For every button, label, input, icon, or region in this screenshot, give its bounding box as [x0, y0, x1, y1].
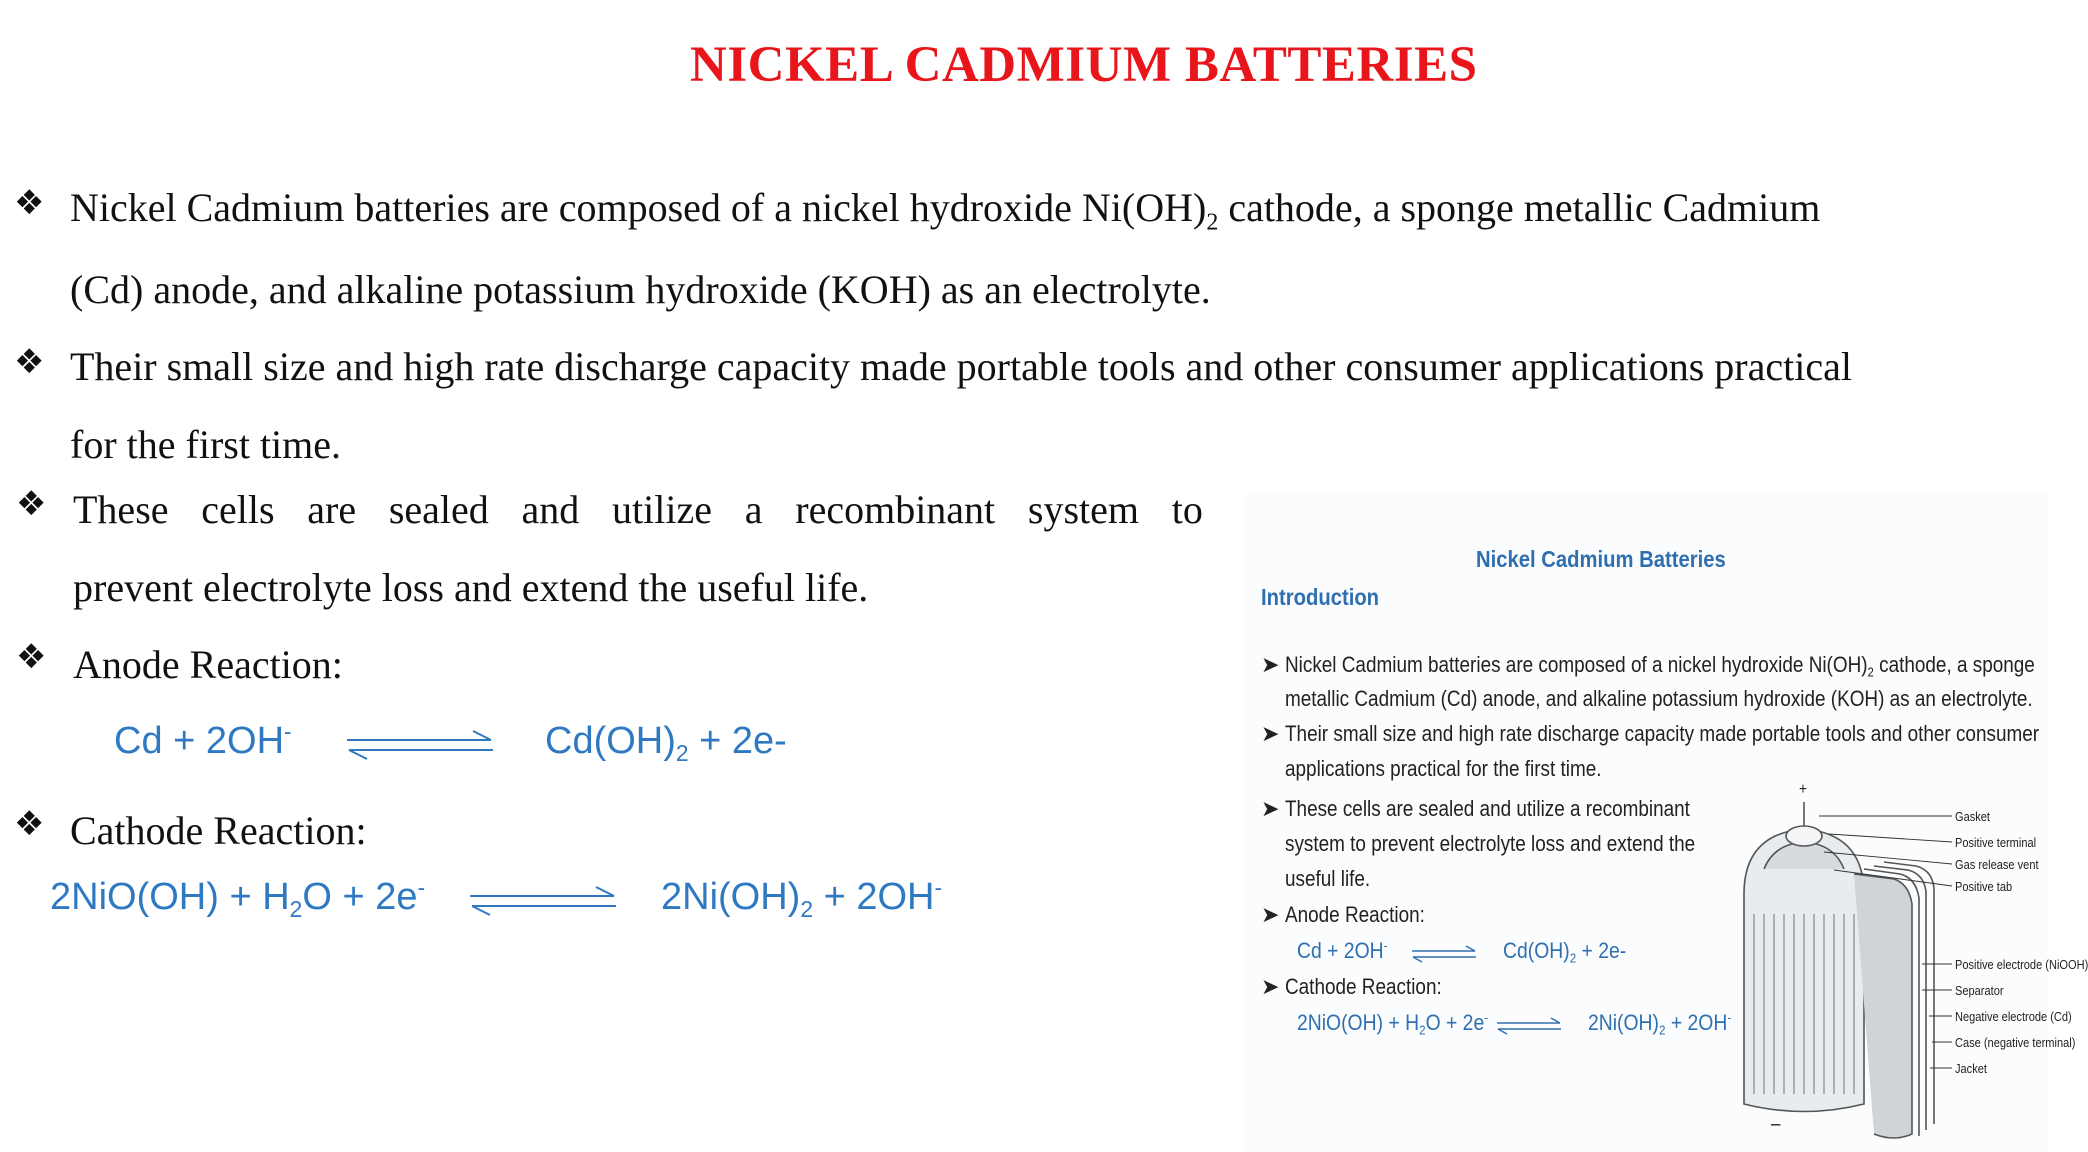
diagram-label-negative-electrode: Negative electrode (Cd): [1955, 1009, 2072, 1024]
text: Nickel Cadmium batteries are composed of a nickel hydroxide Ni(OH): [1285, 652, 1868, 677]
subscript: 2: [1206, 209, 1219, 236]
bullet-diamond-icon: ❖: [16, 637, 47, 677]
bullet-diamond-icon: ❖: [16, 484, 47, 524]
text: cathode, a sponge: [1873, 652, 2035, 677]
text: 2NiO(OH) + H: [50, 876, 290, 918]
equilibrium-arrow-icon: [345, 728, 495, 762]
word: recombinant: [795, 487, 996, 532]
word: to: [1171, 487, 1203, 532]
inset-slide-image: [1244, 494, 2088, 1152]
inset-line-4: applications practical for the first time.: [1285, 756, 1602, 781]
inset-cathode-right: [1588, 1010, 1732, 1038]
bullet-2-line-1: Their small size and high rate discharge capacity made portable tools and other consumer applications practical: [70, 344, 1852, 389]
bullet-diamond-icon: ❖: [14, 183, 45, 223]
superscript: -: [934, 874, 943, 901]
bullet-5-cathode-label: Cathode Reaction:: [70, 808, 367, 853]
word: utilize: [612, 487, 713, 532]
word: are: [307, 487, 357, 532]
chevron-right-icon: ➤: [1261, 652, 1280, 677]
subscript: 2: [800, 895, 814, 922]
superscript: -: [284, 718, 292, 745]
bullet-1-line-2: (Cd) anode, and alkaline potassium hydroxide (KOH) as an electrolyte.: [70, 267, 1211, 312]
bullet-4-anode-label: Anode Reaction:: [73, 642, 343, 687]
inset-anode-left: [1297, 940, 1388, 962]
subscript: 2: [1658, 1022, 1666, 1038]
cathode-reaction-left: [50, 874, 426, 922]
diagram-label-positive-electrode: Positive electrode (NiOOH): [1955, 957, 2088, 972]
text: Cd + 2OH: [1297, 938, 1384, 963]
diagram-label-case: Case (negative terminal): [1955, 1035, 2076, 1050]
inset-line-6: system to prevent electrolyte loss and extend the: [1285, 831, 1696, 856]
equilibrium-arrow-icon: [1496, 1016, 1562, 1036]
text: + 2e-: [688, 720, 787, 762]
chevron-right-icon: ➤: [1261, 796, 1280, 821]
inset-title: Nickel Cadmium Batteries: [1476, 546, 1726, 572]
word: and: [521, 487, 580, 532]
bullet-diamond-icon: ❖: [14, 804, 45, 844]
diagram-label-plus: +: [1799, 781, 1807, 798]
diagram-label-positive-tab: Positive tab: [1955, 879, 2013, 894]
diagram-label-positive-terminal: Positive terminal: [1955, 835, 2037, 850]
text: 2Ni(OH): [661, 876, 801, 918]
subscript: 2: [1419, 1022, 1426, 1038]
word: a: [744, 487, 763, 532]
inset-line-1: [1285, 652, 2035, 680]
inset-heading: Introduction: [1261, 584, 1380, 610]
equilibrium-arrow-icon: [468, 884, 618, 918]
page-title: NICKEL CADMIUM BATTERIES: [690, 37, 1478, 93]
text: Cd(OH): [1503, 938, 1570, 963]
text: O + 2e: [302, 876, 418, 918]
subscript: 2: [289, 895, 303, 922]
superscript: -: [1484, 1010, 1489, 1026]
inset-line-8: Anode Reaction:: [1285, 902, 1425, 927]
inset-line-7: useful life.: [1285, 866, 1371, 891]
anode-reaction-right: [545, 720, 787, 766]
cathode-reaction-right: [661, 874, 943, 922]
subscript: 2: [1867, 664, 1874, 680]
superscript: -: [1383, 938, 1388, 954]
diagram-label-gas-release-vent: Gas release vent: [1955, 857, 2039, 872]
bullet-2-line-2: for the first time.: [70, 422, 342, 467]
equilibrium-arrow-icon: [1411, 944, 1477, 964]
subscript: 2: [675, 739, 689, 766]
text: Nickel Cadmium batteries are composed of a nickel hydroxide Ni(OH): [70, 185, 1207, 230]
word: system: [1027, 487, 1140, 532]
chevron-right-icon: ➤: [1261, 721, 1280, 746]
diagram-label-minus: –: [1771, 1113, 1781, 1135]
inset-line-2: metallic Cadmium (Cd) anode, and alkaline potassium hydroxide (KOH) as an electrolyte.: [1285, 686, 2033, 711]
diagram-label-jacket: Jacket: [1955, 1061, 1987, 1076]
bullet-diamond-icon: ❖: [14, 342, 45, 382]
word: sealed: [388, 487, 489, 532]
anode-reaction-left: [114, 718, 292, 762]
inset-anode-right: [1503, 938, 1627, 966]
text: + 2e-: [1576, 938, 1627, 963]
diagram-label-gasket: Gasket: [1955, 809, 1991, 824]
text: 2Ni(OH): [1588, 1010, 1659, 1035]
word: cells: [201, 487, 275, 532]
inset-line-5: These cells are sealed and utilize a recombinant: [1285, 796, 1690, 821]
inset-line-3: Their small size and high rate discharge capacity made portable tools and other consumer: [1285, 721, 2040, 746]
text: cathode, a sponge metallic Cadmium: [1218, 185, 1821, 230]
chevron-right-icon: ➤: [1261, 974, 1280, 999]
word: These: [73, 487, 169, 532]
subscript: 2: [1569, 950, 1577, 966]
superscript: -: [417, 874, 426, 901]
inset-cathode-left: [1297, 1010, 1489, 1038]
text: + 2OH: [1665, 1010, 1728, 1035]
chevron-right-icon: ➤: [1261, 902, 1280, 927]
inset-line-9: Cathode Reaction:: [1285, 974, 1442, 999]
superscript: -: [1727, 1010, 1732, 1026]
text: Cd + 2OH: [114, 720, 285, 762]
diagram-label-separator: Separator: [1955, 983, 2004, 998]
text: Cd(OH): [545, 720, 676, 762]
bullet-3-line-1: [73, 487, 1203, 532]
text: + 2OH: [813, 876, 935, 918]
text: 2NiO(OH) + H: [1297, 1010, 1420, 1035]
text: O + 2e: [1425, 1010, 1485, 1035]
bullet-3-line-2: prevent electrolyte loss and extend the useful life.: [73, 565, 869, 610]
bullet-1-line-1: [70, 185, 1821, 236]
